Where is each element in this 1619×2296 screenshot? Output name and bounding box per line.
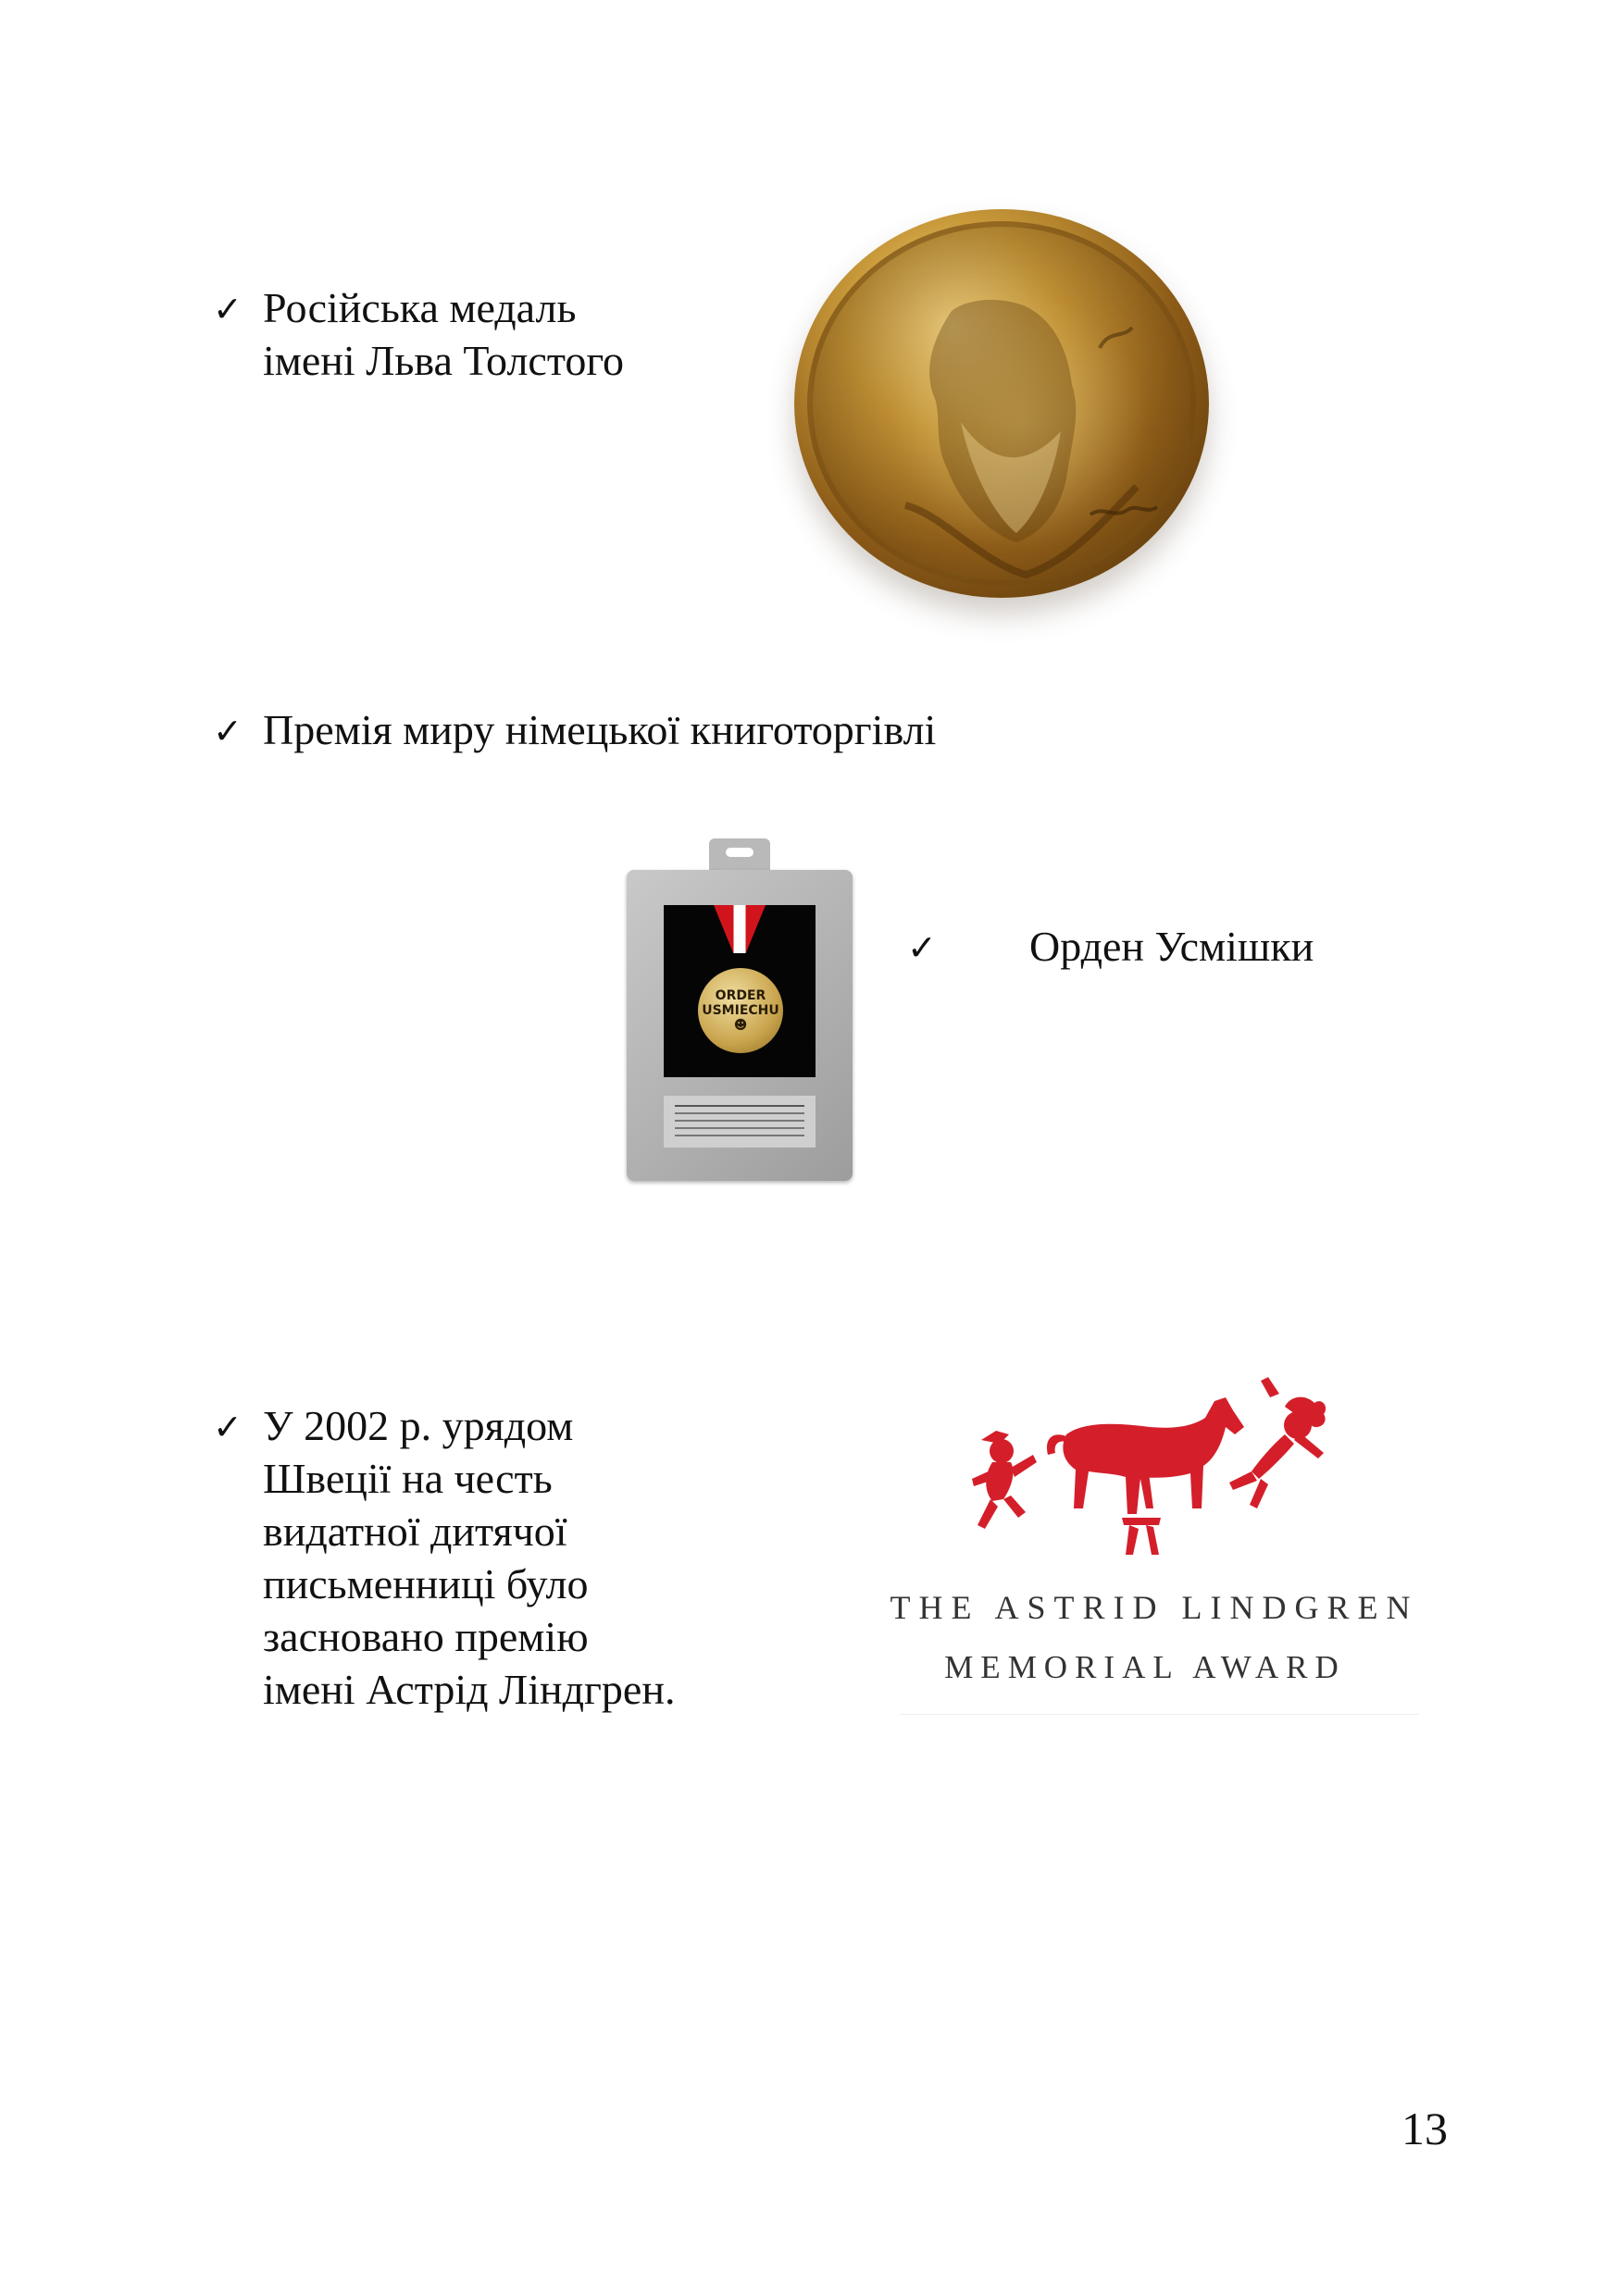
astrid-lindgren-award-logo xyxy=(844,1370,1464,1758)
caption-line: видатної дитячої xyxy=(263,1508,567,1555)
medal-ribbon xyxy=(714,905,766,953)
caption-line: Премія миру німецької книготоргівлі xyxy=(263,706,937,753)
tolstoy-medal-image xyxy=(794,209,1209,598)
caption-line: засновано премію xyxy=(263,1613,589,1660)
caption-line: Російська медаль xyxy=(263,284,577,331)
children-and-horse-illustration xyxy=(955,1370,1344,1564)
lindgren-caption xyxy=(263,1399,675,1716)
caption-line: У 2002 р. урядом xyxy=(263,1402,574,1449)
check-icon: ✓ xyxy=(213,711,243,751)
caption-line: письменниці було xyxy=(263,1560,589,1607)
check-icon: ✓ xyxy=(213,289,243,329)
caption-line: імені Льва Толстого xyxy=(263,337,625,384)
caption-line: Орден Усмішки xyxy=(1029,923,1314,970)
caption-line: Швеції на честь xyxy=(263,1455,553,1502)
award-title-line: THE ASTRID LINDGREN xyxy=(890,1589,1419,1626)
display-window xyxy=(664,905,816,1077)
award-title-line: MEMORIAL AWARD xyxy=(944,1649,1346,1685)
display-plaque xyxy=(664,1096,816,1148)
check-icon: ✓ xyxy=(907,927,937,968)
divider xyxy=(900,1714,1418,1715)
tolstoy-portrait-relief xyxy=(794,209,1209,598)
peace-prize-caption xyxy=(263,703,936,756)
order-of-smile-image xyxy=(627,838,853,1181)
caption-line: імені Астрід Ліндгрен. xyxy=(263,1666,676,1713)
tolstoy-medal-caption xyxy=(263,281,624,387)
smile-order-caption xyxy=(1029,920,1314,973)
medal-text-line: ORDER xyxy=(715,988,766,1003)
check-icon: ✓ xyxy=(213,1407,243,1447)
smile-icon: ☻ xyxy=(733,1018,748,1033)
medal-text-line: USMIECHU xyxy=(702,1003,779,1018)
display-frame xyxy=(627,870,853,1181)
page-number: 13 xyxy=(1401,2103,1448,2154)
order-medal xyxy=(698,968,783,1053)
